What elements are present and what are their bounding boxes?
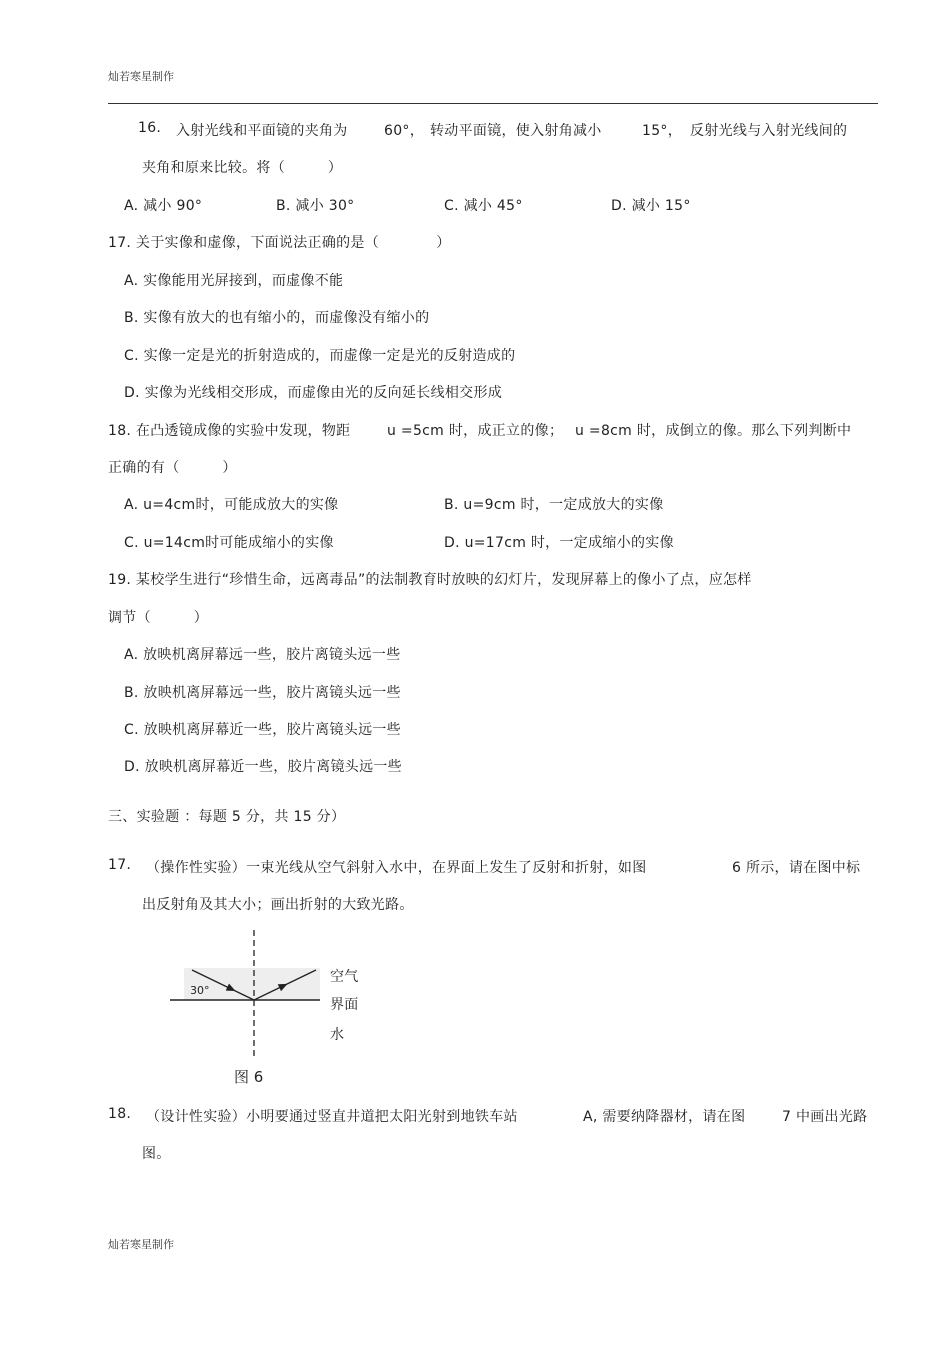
exp18-text-part1: （设计性实验）小明要通过竖直井道把太阳光射到地铁车站 bbox=[146, 1109, 518, 1125]
q16-option-b: B. 减小 30° bbox=[276, 198, 355, 214]
q17-option-a: A. 实像能用光屏接到，而虚像不能 bbox=[124, 273, 344, 289]
q16-value-2: 15°， bbox=[642, 123, 683, 139]
q19-option-a: A. 放映机离屏幕远一些，胶片离镜头远一些 bbox=[124, 647, 401, 663]
figure-caption: 图 6 bbox=[234, 1068, 264, 1086]
q16-option-d: D. 减小 15° bbox=[611, 198, 691, 214]
air-label: 空气 bbox=[330, 969, 359, 985]
header-rule bbox=[108, 103, 878, 104]
q16-number: 16. bbox=[138, 120, 162, 136]
q16-line2: 夹角和原来比较。将（ ） bbox=[142, 160, 343, 176]
q17-option-b: B. 实像有放大的也有缩小的，而虚像没有缩小的 bbox=[124, 310, 430, 326]
q19-option-d: D. 放映机离屏幕近一些，胶片离镜头远一些 bbox=[124, 759, 402, 775]
page-footer: 灿若寒星制作 bbox=[108, 1238, 174, 1251]
q19-line1: 19. 某校学生进行“珍惜生命，远离毒品”的法制教育时放映的幻灯片，发现屏幕上的像小了点，应怎样 bbox=[108, 572, 752, 588]
q18-line2: 正确的有（ ） bbox=[108, 460, 237, 476]
section3-title: 三、实验题 ：每题 5 分，共 15 分） bbox=[108, 809, 346, 825]
q16-text-part3: 反射光线与入射光线间的 bbox=[690, 123, 848, 139]
exp18-text-part3: 7 中画出光路 bbox=[782, 1109, 868, 1125]
q17-option-d: D. 实像为光线相交形成，而虚像由光的反向延长线相交形成 bbox=[124, 385, 503, 401]
q16-text-part2: 转动平面镜，使入射角减小 bbox=[430, 123, 602, 139]
exp17-text-part2: 6 所示，请在图中标 bbox=[732, 860, 861, 876]
q18-text-part2: u =5cm 时，成正立的像； bbox=[387, 423, 564, 439]
water-label: 水 bbox=[330, 1027, 345, 1043]
q18-option-d: D. u=17cm 时，一定成缩小的实像 bbox=[444, 535, 674, 551]
angle-label: 30° bbox=[190, 984, 210, 997]
exp18-line2: 图。 bbox=[142, 1146, 171, 1162]
q19-line2: 调节（ ） bbox=[108, 610, 209, 626]
q19-option-b: B. 放映机离屏幕远一些，胶片离镜头远一些 bbox=[124, 685, 401, 701]
exp18-number: 18. bbox=[108, 1106, 132, 1122]
exp17-text-part1: （操作性实验）一束光线从空气斜射入水中，在界面上发生了反射和折射，如图 bbox=[146, 860, 647, 876]
interface-label: 界面 bbox=[330, 997, 359, 1013]
q16-text-part1: 入射光线和平面镜的夹角为 bbox=[176, 123, 348, 139]
q17-stem: 17. 关于实像和虚像，下面说法正确的是（ ） bbox=[108, 235, 451, 251]
exp17-number: 17. bbox=[108, 857, 132, 873]
exp18-text-part2: A, 需要纳降器材，请在图 bbox=[583, 1109, 746, 1125]
q18-text-part1: 18. 在凸透镜成像的实验中发现，物距 bbox=[108, 423, 351, 439]
q18-option-a: A. u=4cm时，可能成放大的实像 bbox=[124, 497, 339, 513]
q16-option-c: C. 减小 45° bbox=[444, 198, 523, 214]
q16-option-a: A. 减小 90° bbox=[124, 198, 203, 214]
q16-value-1: 60°， bbox=[384, 123, 425, 139]
q19-option-c: C. 放映机离屏幕近一些，胶片离镜头远一些 bbox=[124, 722, 401, 738]
q17-option-c: C. 实像一定是光的折射造成的，而虚像一定是光的反射造成的 bbox=[124, 348, 516, 364]
page-header: 灿若寒星制作 bbox=[108, 70, 174, 83]
q18-option-b: B. u=9cm 时，一定成放大的实像 bbox=[444, 497, 664, 513]
q18-text-part3: u =8cm 时，成倒立的像。那么下列判断中 bbox=[575, 423, 852, 439]
exp17-line2: 出反射角及其大小；画出折射的大致光路。 bbox=[142, 897, 414, 913]
q18-option-c: C. u=14cm时可能成缩小的实像 bbox=[124, 535, 334, 551]
